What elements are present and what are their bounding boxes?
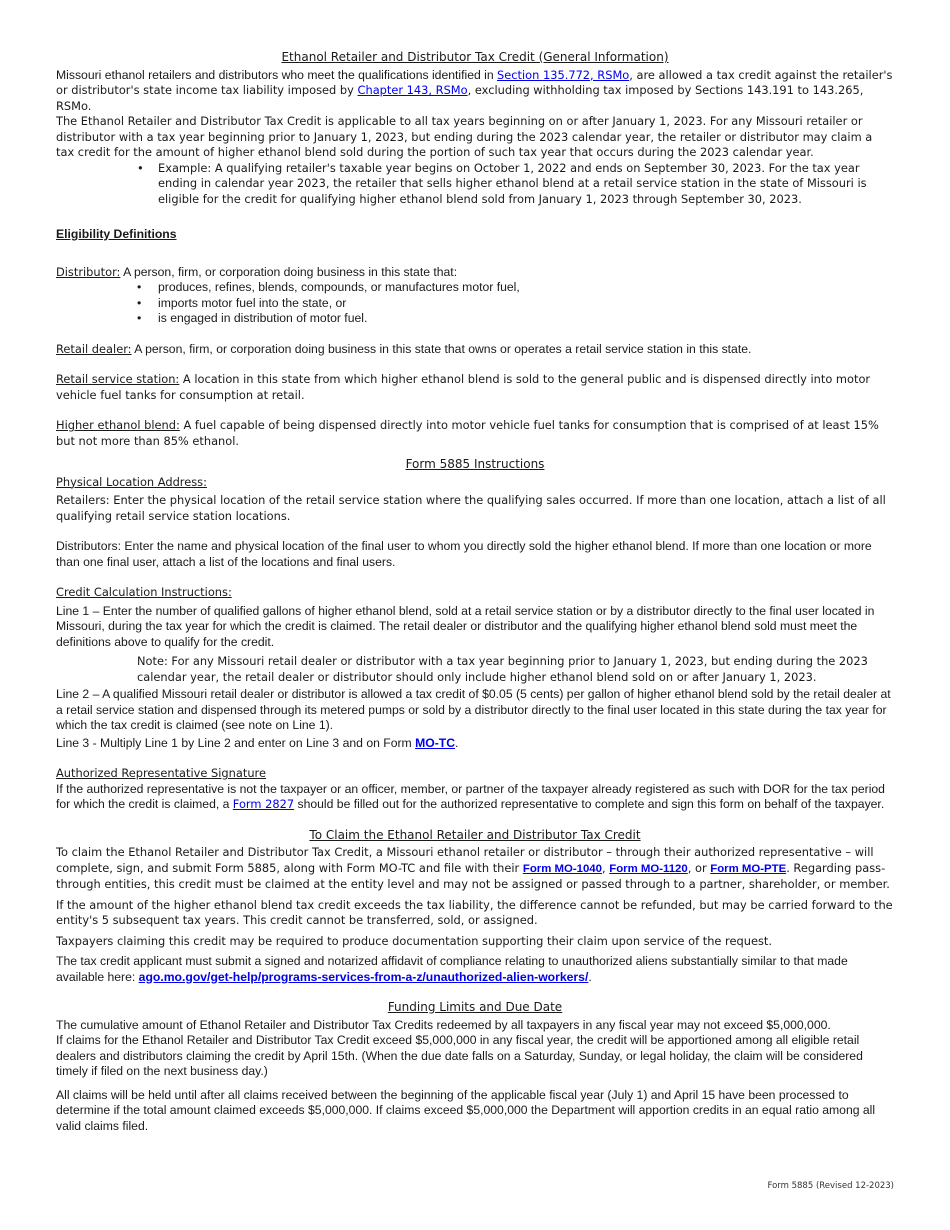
auth-rep-heading: Authorized Representative Signature xyxy=(56,766,266,780)
retailers-instruction: Retailers: Enter the physical location of the retail service station where the qualifying sales occurred. If more than one location, attach a list of all qualifying retail service station locations. xyxy=(56,493,886,523)
physical-address-heading: Physical Location Address: xyxy=(56,474,207,489)
claim-paragraph-2: If the amount of the higher ethanol blend tax credit exceeds the tax liability, the difference cannot be refunded, but may be carried forward to the entity's 5 subsequent tax years. This credit cannot be transferred, sold, or assigned. xyxy=(56,897,893,927)
funding-title: Funding Limits and Due Date xyxy=(387,1000,563,1014)
form-revision-footer: Form 5885 (Revised 12-2023) xyxy=(767,1181,894,1191)
form-mo-pte-link[interactable]: Form MO-PTE xyxy=(710,862,787,875)
instructions-title: Form 5885 Instructions xyxy=(405,457,545,471)
form-2827-link[interactable]: Form 2827 xyxy=(232,797,295,811)
unauthorized-alien-link[interactable]: ago.mo.gov/get-help/programs-services-from-a-z/unauthorized-alien-workers/ xyxy=(138,969,589,984)
distributor-criteria-list xyxy=(56,280,894,327)
claim-title: To Claim the Ethanol Retailer and Distributor Tax Credit xyxy=(309,827,641,842)
example-list xyxy=(56,161,894,208)
form-mo-1040-link[interactable]: Form MO-1040 xyxy=(522,862,602,875)
list-item: • produces, refines, blends, compounds, or manufactures motor fuel, xyxy=(158,280,894,296)
section-135-772-link[interactable]: Section 135.772, RSMo xyxy=(497,67,630,82)
claim-paragraph-1: To claim the Ethanol Retailer and Distributor Tax Credit, a Missouri ethanol retailer or distributor – through their authorized representative – will complete, sign, and submit Form 5885, along with Form MO-TC and file with their Form MO-1040, Form MO-1120, or Form MO-PTE. Regarding pass-through entities, this credit must be claimed at the entity level and may not be assigned or passed through to a partner, shareholder, or member. xyxy=(56,845,890,891)
line1-instruction: Line 1 – Enter the number of qualified gallons of higher ethanol blend, sold at a retail service station or by a distributor directly to the final user located in Missouri, during the tax year for which the credit is claimed. The retail dealer or distributor and the qualifying higher ethanol blend sold must meet the definitions above to qualify for the credit. xyxy=(56,603,875,649)
general-applicability-paragraph: The Ethanol Retailer and Distributor Tax Credit is applicable to all tax years beginning on or after January 1, 2023. For any Missouri retailer or distributor with a tax year beginning prior to January 1, 2023, but ending during the 2023 calendar year, the retailer or distributor may claim a tax credit for the amount of higher ethanol blend sold during the portion of such tax year that occurs during the 2023 calendar year. xyxy=(56,114,873,159)
line1-note: Note: For any Missouri retail dealer or distributor with a tax year beginning prior to January 1, 2023, but ending during the 2023 calendar year, the retail dealer or distributor should only include higher ethanol blend sold on or after January 1, 2023. xyxy=(137,654,868,684)
general-intro-paragraph: Missouri ethanol retailers and distributors who meet the qualifications identified in Section 135.772, RSMo, are allowed a tax credit against the retailer's or distributor's state income tax liability imposed by Chapter 143, RSMo, excluding withholding tax imposed by Sections 143.191 to 143.265, RSMo. xyxy=(56,67,893,113)
line2-instruction: Line 2 – A qualified Missouri retail dealer or distributor is allowed a tax credit of $0.05 (5 cents) per gallon of higher ethanol blend sold by the retail dealer at a retail service station and dispensed through its metered pumps or sold by a distributor directly to the final user located in this state during the tax year for which the tax credit is claimed (see note on Line 1). xyxy=(56,687,891,732)
distributors-instruction: Distributors: Enter the name and physical location of the final user to whom you directly sold the higher ethanol blend. If more than one location or more than one final user, attach a list of the locations and final users. xyxy=(56,539,872,569)
credit-calc-heading: Credit Calculation Instructions: xyxy=(56,585,232,599)
higher-blend-definition: Higher ethanol blend: A fuel capable of being dispensed directly into motor vehicle fuel tanks for consumption that is comprised of at least 15% but not more than 85% ethanol. xyxy=(56,418,879,448)
example-item: • Example: A qualifying retailer's taxable year begins on October 1, 2022 and ends on September 30, 2023. For the tax year ending in calendar year 2023, the retailer that sells higher ethanol blend at a retail service station in the state of Missouri is eligible for the credit for qualifying higher ethanol blend sold from January 1, 2023 through September 30, 2023. xyxy=(158,161,894,208)
claim-paragraph-3: Taxpayers claiming this credit may be required to produce documentation supporting their claim upon service of the request. xyxy=(56,933,772,948)
general-info-title: Ethanol Retailer and Distributor Tax Credit (General Information) xyxy=(281,50,669,64)
claim-paragraph-4: The tax credit applicant must submit a signed and notarized affidavit of compliance relating to unauthorized aliens substantially similar to that made available here: ago.mo.gov/get-help/programs-services-from-a-z/unauthorized-alien-workers/. xyxy=(56,954,848,984)
funding-paragraph-3: All claims will be held until after all claims received between the beginning of the applicable fiscal year (July 1) and April 15 have been processed to determine if the total amount claimed exceeds $5,000,000. If claims exceed $5,000,000 the Department will apportion credits in an equal ratio among all valid claims filed. xyxy=(56,1087,876,1133)
funding-paragraph-1: The cumulative amount of Ethanol Retailer and Distributor Tax Credits redeemed by all taxpayers in any fiscal year may not exceed $5,000,000. xyxy=(56,1017,831,1032)
funding-paragraph-2: If claims for the Ethanol Retailer and Distributor Tax Credit exceed $5,000,000 in any fiscal year, the credit will be apportioned among all eligible retail dealers and distributors claiming the credit by April 15th. (When the due date falls on a Saturday, Sunday, or legal holiday, the claim will be considered timely if filed on the next business day.) xyxy=(56,1033,863,1078)
retail-station-definition: Retail service station: A location in this state from which higher ethanol blend is sold to the general public and is dispensed directly into motor vehicle fuel tanks for consumption at retail. xyxy=(56,372,871,402)
list-item: • is engaged in distribution of motor fuel. xyxy=(158,311,894,327)
mo-tc-link[interactable]: MO-TC xyxy=(415,735,456,750)
line3-instruction: Line 3 - Multiply Line 1 by Line 2 and enter on Line 3 and on Form MO-TC. xyxy=(56,735,459,750)
list-item: • imports motor fuel into the state, or xyxy=(158,296,894,312)
form-mo-1120-link[interactable]: Form MO-1120 xyxy=(609,862,688,875)
document-page xyxy=(56,50,894,1134)
retail-dealer-definition: Retail dealer: A person, firm, or corporation doing business in this state that owns or operates a retail service station in this state. xyxy=(56,341,752,356)
distributor-definition: Distributor: A person, firm, or corporation doing business in this state that: xyxy=(56,264,458,279)
chapter-143-link[interactable]: Chapter 143, RSMo xyxy=(357,83,468,97)
auth-rep-paragraph: If the authorized representative is not the taxpayer or an officer, member, or partner of the taxpayer already registered as such with DOR for the tax period for which the credit is claimed, a Form 2827 should be filled out for the authorized representative to complete and sign this form on behalf of the taxpayer. xyxy=(56,781,885,811)
eligibility-heading: Eligibility Definitions xyxy=(56,227,177,241)
